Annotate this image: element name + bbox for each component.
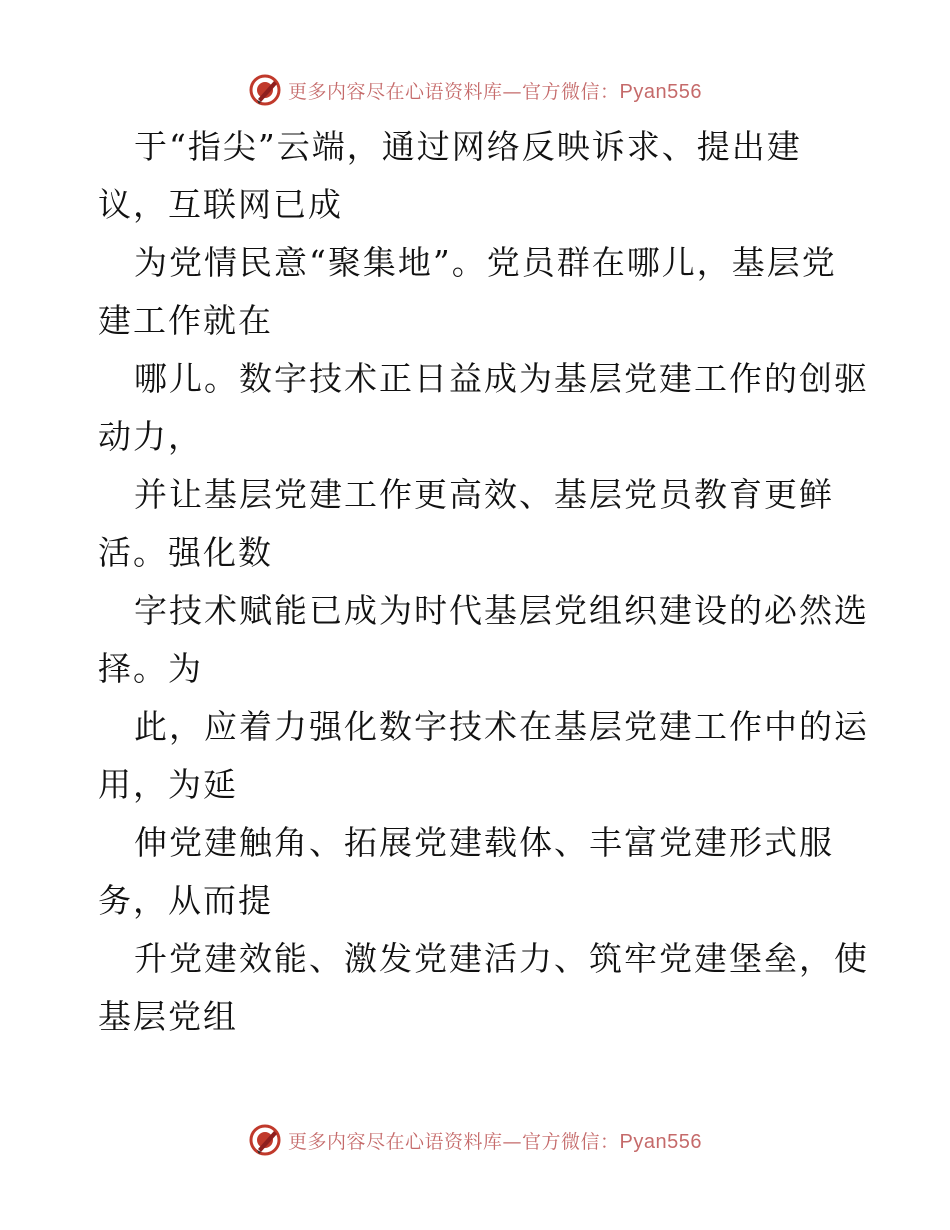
text-line: 升党建效能、激发党建活力、筑牢党建堡垒，使 xyxy=(134,939,869,978)
text-line: 并让基层党建工作更高效、基层党员教育更鲜 xyxy=(134,475,834,514)
footer-watermark xyxy=(0,1120,950,1160)
pen-logo-icon xyxy=(248,1123,282,1157)
watermark-text: 更多内容尽在心语资料库—官方微信：Pyan556 xyxy=(288,1130,702,1153)
text-line: 字技术赋能已成为时代基层党组织建设的必然选 xyxy=(134,591,869,630)
text-line: 议，互联网已成 xyxy=(98,185,343,224)
text-line: 动力， xyxy=(98,417,203,456)
text-line: 用，为延 xyxy=(98,765,238,804)
text-line: 哪儿。数字技术正日益成为基层党建工作的创驱 xyxy=(134,359,869,398)
header-watermark xyxy=(0,70,950,110)
pen-logo-icon xyxy=(248,73,282,107)
watermark-text: 更多内容尽在心语资料库—官方微信：Pyan556 xyxy=(288,80,702,103)
text-line: 为党情民意“聚集地”。党员群在哪儿，基层党 xyxy=(134,243,837,282)
text-line: 基层党组 xyxy=(98,997,238,1036)
text-line: 伸党建触角、拓展党建载体、丰富党建形式服 xyxy=(134,823,834,862)
document-body xyxy=(98,118,868,1046)
text-line: 活。强化数 xyxy=(98,533,273,572)
text-line: 择。为 xyxy=(98,649,203,688)
text-line: 于“指尖”云端，通过网络反映诉求、提出建 xyxy=(134,127,802,166)
text-line: 此，应着力强化数字技术在基层党建工作中的运 xyxy=(134,707,869,746)
text-line: 建工作就在 xyxy=(98,301,273,340)
text-line: 务，从而提 xyxy=(98,881,273,920)
